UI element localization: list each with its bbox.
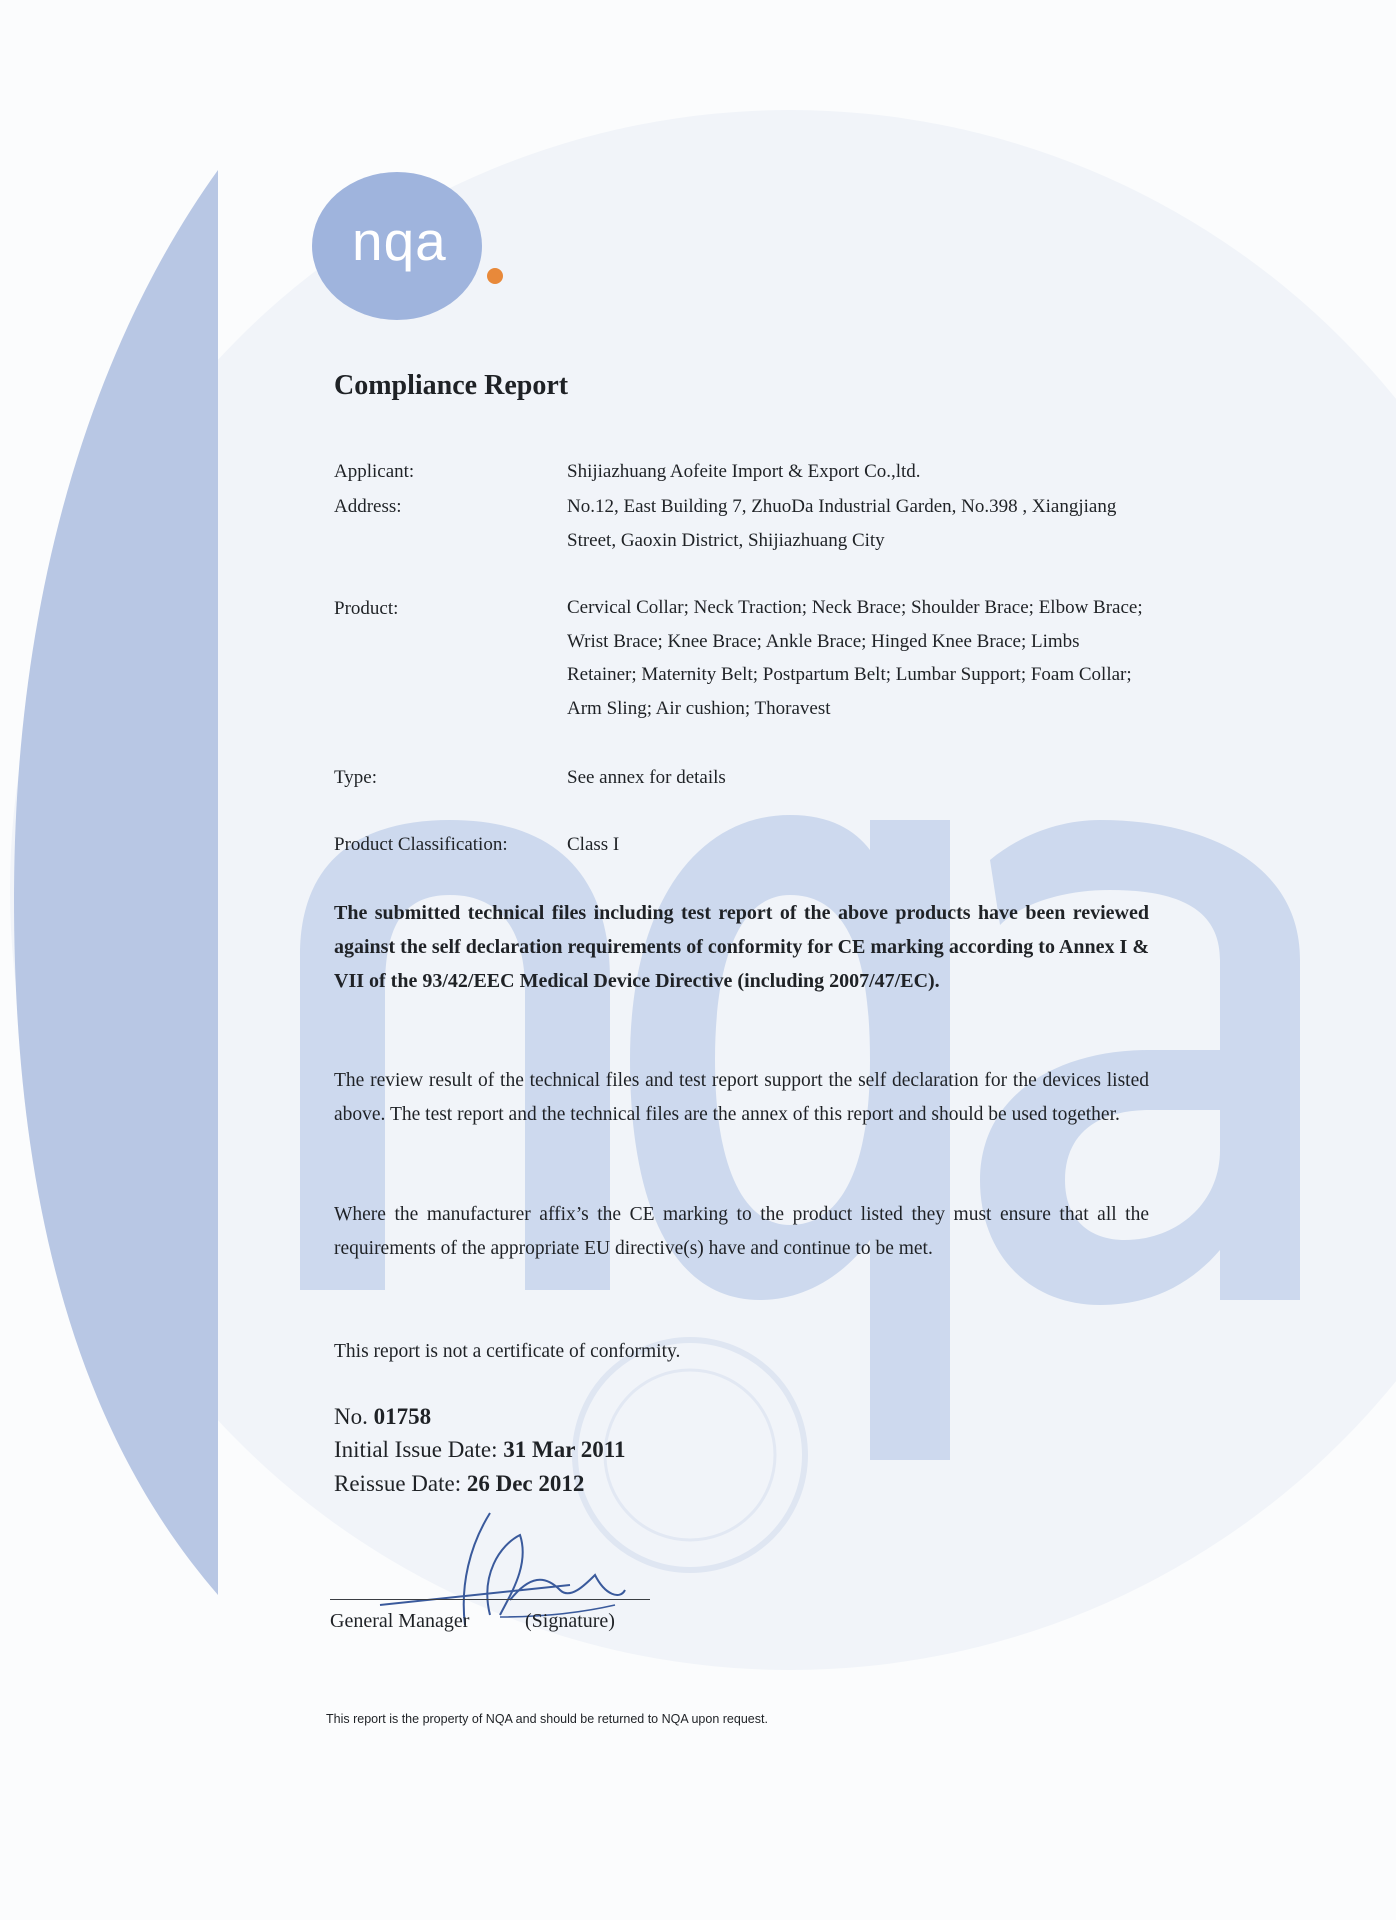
product-label: Product: (334, 598, 399, 619)
applicant-label: Applicant: (334, 461, 415, 482)
nqa-logo-dot (487, 268, 503, 284)
left-crescent (14, 170, 218, 1595)
reissue-value: 26 Dec 2012 (466, 1471, 585, 1496)
ce-marking-paragraph: Where the manufacturer affix’s the CE marking to the product listed they must ensure that all the requirements of the appropriate EU directive(s) have and continue to be met. (334, 1204, 1149, 1259)
initial-issue-value: 31 Mar 2011 (503, 1437, 626, 1462)
report-number-label: No. (334, 1404, 368, 1429)
reissue-label: Reissue Date: (334, 1471, 462, 1496)
report-number-value: 01758 (373, 1404, 432, 1429)
initial-issue-label: Initial Issue Date: (334, 1437, 498, 1462)
signature-line (330, 1599, 650, 1600)
classification-value: Class I (567, 834, 620, 855)
compliance-statement: The submitted technical files including test report of the above products have been reviewed against the self declaration requirements of conformity for CE marking according to Annex I & VII of the 93/42/EEC Medical Device Directive (including 2007/47/EC). (334, 902, 1149, 992)
product-value: Cervical Collar; Neck Traction; Neck Brace; Shoulder Brace; Elbow Brace; Wrist Brace; Knee Brace; Ankle Brace; Hinged Knee Brace; Limbs Retainer; Maternity Belt; Postpartum Belt; Lumbar Support; Foam Collar; Arm Sling; Air cushion; Thoravest (567, 597, 1143, 719)
applicant-value: Shijiazhuang Aofeite Import & Export Co.,ltd. (567, 461, 921, 482)
nqa-logo-text: nqa (352, 210, 447, 272)
type-label: Type: (334, 767, 377, 788)
type-value: See annex for details (567, 767, 726, 788)
signature-label: (Signature) (525, 1610, 615, 1632)
report-number (334, 1404, 431, 1430)
initial-issue-date (334, 1437, 626, 1463)
footer-note: This report is the property of NQA and should be returned to NQA upon request. (326, 1712, 768, 1726)
page-title: Compliance Report (334, 370, 569, 401)
classification-label: Product Classification: (334, 834, 508, 855)
address-value: No.12, East Building 7, ZhuoDa Industrial Garden, No.398 , Xiangjiang Street, Gaoxin District, Shijiazhuang City (567, 496, 1117, 551)
address-label: Address: (334, 496, 402, 517)
disclaimer-text: This report is not a certificate of conformity. (334, 1341, 681, 1362)
reissue-date (334, 1471, 584, 1497)
review-result-paragraph: The review result of the technical files and test report support the self declaration for the devices listed above. The test report and the technical files are the annex of this report and should be used together. (334, 1070, 1149, 1125)
general-manager-label: General Manager (330, 1610, 470, 1632)
